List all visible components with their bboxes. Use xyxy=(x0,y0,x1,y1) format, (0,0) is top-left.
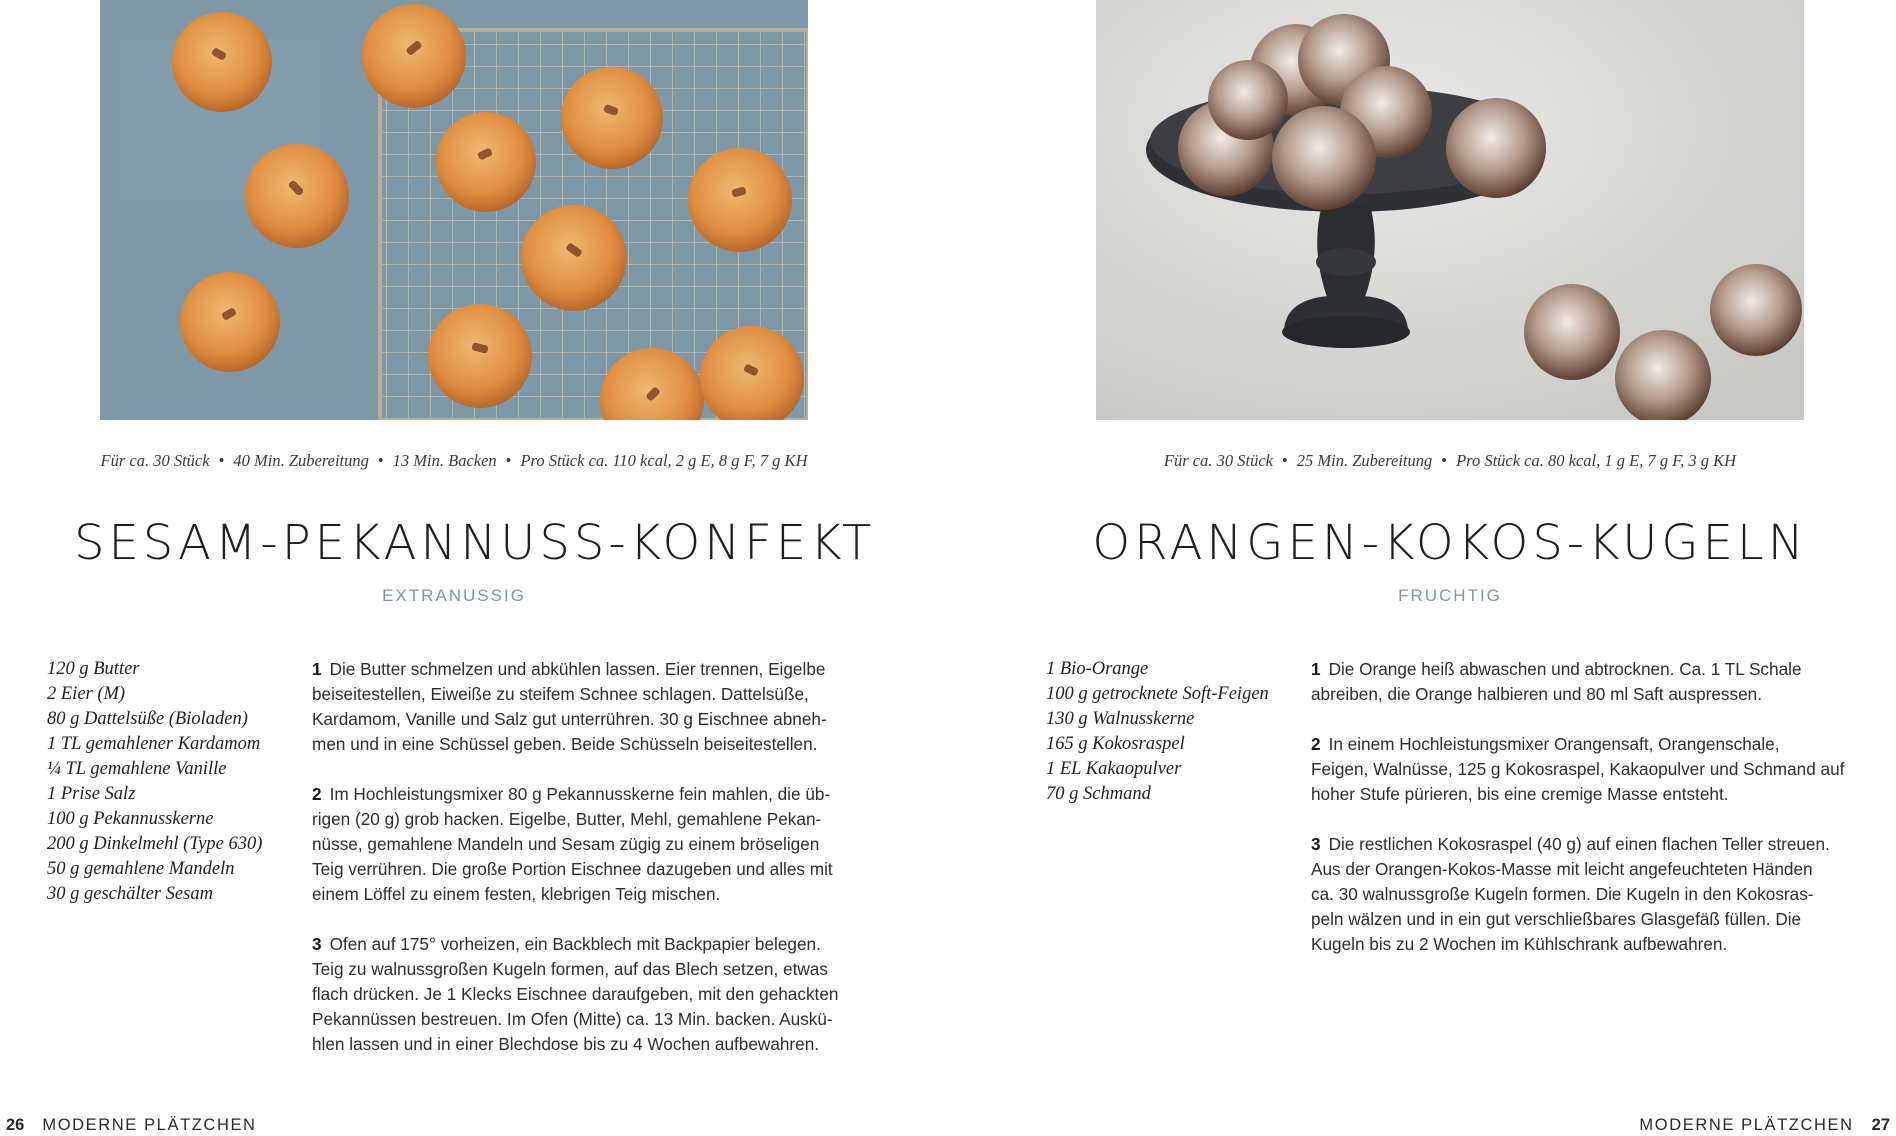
step-text: Die restlichen Kokosraspel (40 g) auf einen flachen Teller streuen. xyxy=(1328,834,1830,854)
step-number: 2 xyxy=(1311,734,1321,754)
step-text: ca. 30 walnussgroße Kugeln formen. Die Kugeln in den Kokosras- xyxy=(1311,884,1814,904)
ingredient-item: ¼ TL gemahlene Vanille xyxy=(47,759,227,779)
ingredient-item: 30 g geschälter Sesam xyxy=(47,884,213,904)
instruction-step xyxy=(312,782,872,907)
recipe-subtitle: EXTRANUSSIG xyxy=(382,586,526,605)
ingredient-list xyxy=(47,657,262,907)
ingredient-item: 100 g Pekannusskerne xyxy=(47,809,214,829)
step-text: abreiben, die Orange halbieren und 80 ml Saft auspressen. xyxy=(1311,684,1762,704)
page-footer xyxy=(1639,1116,1890,1135)
ingredient-item: 2 Eier (M) xyxy=(47,684,126,704)
step-text: peln wälzen und in ein gut verschließbares Glasgefäß füllen. Die xyxy=(1311,909,1802,929)
meta-bake-time: 13 Min. Backen xyxy=(392,451,497,470)
step-text: beiseitestellen, Eiweiße zu steifem Schnee schlagen. Dattelsüße, xyxy=(312,684,809,704)
step-text: nüsse, gemahlene Mandeln und Sesam zügig zu einem bröseligen xyxy=(312,834,820,854)
step-text: einem Löffel zu einem festen, klebrigen Teig mischen. xyxy=(312,884,721,904)
recipe-meta: Für ca. 30 Stück • 25 Min. Zubereitung • Pro Stück ca. 80 kcal, 1 g E, 7 g F, 3 g KH xyxy=(1163,451,1737,470)
step-text: Teig zu walnussgroßen Kugeln formen, auf das Blech setzen, etwas xyxy=(312,959,828,979)
step-number: 1 xyxy=(1311,659,1321,679)
ingredient-item: 1 Bio-Orange xyxy=(1046,659,1149,679)
ingredient-item: 1 Prise Salz xyxy=(47,784,136,804)
ingredient-item: 70 g Schmand xyxy=(1046,784,1151,804)
step-text: Die Butter schmelzen und abkühlen lassen. Eier trennen, Eigelbe xyxy=(329,659,826,679)
step-number: 2 xyxy=(312,784,322,804)
meta-prep-time: 40 Min. Zubereitung xyxy=(233,451,369,470)
cookies-illustration xyxy=(100,0,808,420)
step-text: hlen lassen und in einer Blechdose bis zu 4 Wochen aufbewahren. xyxy=(312,1034,820,1054)
meta-servings: Für ca. 30 Stück xyxy=(1163,451,1273,470)
step-number: 3 xyxy=(312,934,322,954)
meta-prep-time: 25 Min. Zubereitung xyxy=(1296,451,1433,470)
instruction-step xyxy=(1311,832,1871,957)
step-text: Feigen, Walnüsse, 125 g Kokosraspel, Kakaopulver und Schmand auf xyxy=(1311,759,1845,779)
step-number: 1 xyxy=(312,659,322,679)
ingredient-item: 200 g Dinkelmehl (Type 630) xyxy=(47,834,263,854)
step-text: Kardamom, Vanille und Salz gut unterrühren. 30 g Eischnee abneh- xyxy=(312,709,827,729)
running-head: MODERNE PLÄTZCHEN xyxy=(42,1116,257,1134)
step-text: hoher Stufe pürieren, bis eine cremige Masse entsteht. xyxy=(1311,784,1729,804)
page-number: 27 xyxy=(1871,1116,1890,1134)
instruction-step xyxy=(312,657,872,757)
step-text: Teig verrühren. Die große Portion Eischnee dazugeben und alles mit xyxy=(312,859,833,879)
step-number: 3 xyxy=(1311,834,1321,854)
instruction-step xyxy=(312,932,872,1057)
ingredient-item: 120 g Butter xyxy=(47,659,140,679)
step-text: Aus der Orangen-Kokos-Masse mit leicht angefeuchteten Händen xyxy=(1311,859,1813,879)
page-footer xyxy=(6,1116,257,1135)
instruction-steps xyxy=(312,657,872,1082)
ingredient-item: 100 g getrocknete Soft-Feigen xyxy=(1046,684,1269,704)
ingredient-item: 80 g Dattelsüße (Bioladen) xyxy=(47,709,248,729)
step-text: In einem Hochleistungsmixer Orangensaft, Orangenschale, xyxy=(1328,734,1780,754)
step-text: men und in eine Schüssel geben. Beide Schüsseln beiseitestellen. xyxy=(312,734,818,754)
ingredient-item: 165 g Kokosraspel xyxy=(1046,734,1185,754)
ingredient-item: 1 TL gemahlener Kardamom xyxy=(47,734,261,754)
step-text: Ofen auf 175° vorheizen, ein Backblech mit Backpapier belegen. xyxy=(329,934,821,954)
instruction-step xyxy=(1311,732,1871,807)
coconut-balls-photo xyxy=(1096,0,1804,420)
meta-servings: Für ca. 30 Stück xyxy=(100,451,210,470)
step-text: Kugeln bis zu 2 Wochen im Kühlschrank aufbewahren. xyxy=(1311,934,1728,954)
instruction-step xyxy=(1311,657,1871,707)
step-text: rigen (20 g) grob hacken. Eigelbe, Butter, Mehl, gemahlene Pekan- xyxy=(312,809,822,829)
page-number: 26 xyxy=(6,1116,25,1134)
recipe-meta: Für ca. 30 Stück • 40 Min. Zubereitung • 13 Min. Backen • Pro Stück ca. 110 kcal, 2 g E, 8 g F, 7 g KH xyxy=(100,451,808,470)
ingredient-item: 50 g gemahlene Mandeln xyxy=(47,859,235,879)
ingredient-item: 1 EL Kakaopulver xyxy=(1046,759,1182,779)
ingredient-item: 130 g Walnusskerne xyxy=(1046,709,1195,729)
instruction-steps xyxy=(1311,657,1871,982)
ingredient-list xyxy=(1046,657,1269,807)
coconut-balls-illustration xyxy=(1096,0,1804,420)
meta-nutrition: Pro Stück ca. 110 kcal, 2 g E, 8 g F, 7 g KH xyxy=(520,451,808,470)
recipe-title: SESAM-PEKANNUSS-KONFEKT xyxy=(74,515,876,571)
step-text: Die Orange heiß abwaschen und abtrocknen. Ca. 1 TL Schale xyxy=(1328,659,1802,679)
step-text: Im Hochleistungsmixer 80 g Pekannusskerne fein mahlen, die üb- xyxy=(329,784,831,804)
running-head: MODERNE PLÄTZCHEN xyxy=(1639,1116,1854,1134)
cookies-photo xyxy=(100,0,808,420)
step-text: Pekannüssen bestreuen. Im Ofen (Mitte) ca. 13 Min. backen. Auskü- xyxy=(312,1009,833,1029)
step-text: flach drücken. Je 1 Klecks Eischnee daraufgeben, mit den gehackten xyxy=(312,984,839,1004)
recipe-title: ORANGEN-KOKOS-KUGELN xyxy=(1092,515,1808,571)
meta-nutrition: Pro Stück ca. 80 kcal, 1 g E, 7 g F, 3 g KH xyxy=(1456,451,1737,470)
recipe-subtitle: FRUCHTIG xyxy=(1398,586,1502,605)
